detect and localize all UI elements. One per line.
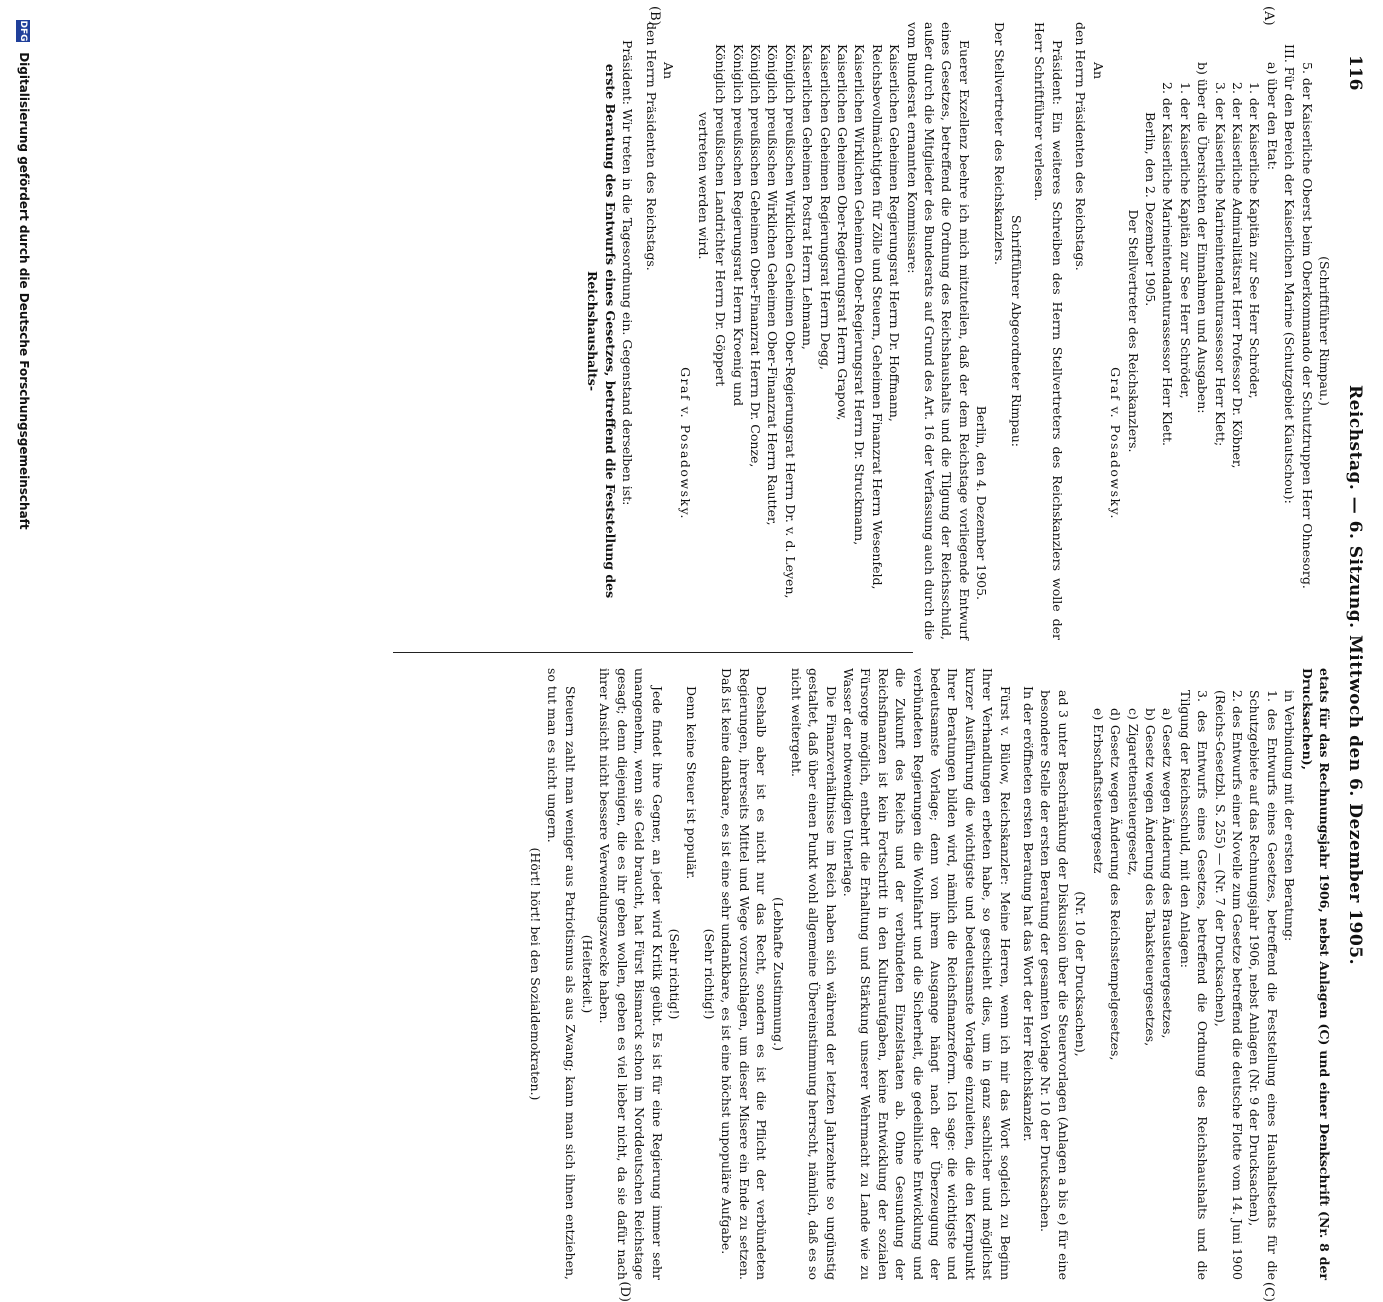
paragraph: Schriftführer Abgeordneter Rimpau: bbox=[1009, 214, 1025, 447]
list-item: 1. des Entwurfs eines Gesetzes, betreffend die Feststellung eines Haushaltsetats für die Schutzgebiete auf das Rechnungsjahr 1906, nebst Anlagen (Nr. 9 der Drucksachen), bbox=[1247, 690, 1280, 1280]
list-item: b) Gesetz wegen Änderung des Tabaksteuergesetzes, bbox=[1142, 708, 1158, 1047]
paragraph: (Schriftführer Rimpau.) bbox=[1317, 256, 1332, 406]
list-item: Königlich preußischen Wirklichen Geheimen Ober-Finanzrat Herrn Rautter, bbox=[765, 44, 781, 526]
interjection: (Sehr richtig!) bbox=[701, 928, 717, 1020]
paragraph: Der Stellvertreter des Reichskanzlers. bbox=[991, 22, 1007, 266]
paragraph: 1. der Kaiserliche Kapitän zur See Herr Schröder, bbox=[1247, 82, 1263, 399]
address-line: den Herrn Präsidenten des Reichstags. bbox=[643, 22, 659, 271]
paragraph: (Nr. 10 der Drucksachen), bbox=[1073, 891, 1089, 1057]
address-line: An bbox=[660, 62, 676, 80]
interjection: (Lebhafte Zustimmung.) bbox=[771, 897, 787, 1051]
margin-mark-b: (B) bbox=[647, 6, 662, 26]
paragraph: Steuern zahlt man weniger aus Patriotismus als aus Zwang; kann man sich ihnen entziehen, so tut man es nicht ungern. bbox=[545, 668, 578, 1280]
date-line: Berlin, den 4. Dezember 1905. bbox=[974, 405, 990, 600]
list-item: 2. des Entwurfs einer Novelle zum Gesetze betreffend die deutsche Flotte vom 14. Juni 1900 (Reichs-Gesetzbl. S. 255) — (Nr. 7 der Drucksachen), bbox=[1212, 690, 1245, 1280]
list-item: Königlich preußischen Regierungsrat Herrn Kroenig und bbox=[730, 44, 746, 407]
paragraph: Denn keine Steuer ist populär. bbox=[684, 686, 700, 880]
list-item: Reichsbevollmächtigten für Zölle und Steuern, Geheimen Finanzrat Herrn Wesenfeld, bbox=[869, 44, 885, 590]
paragraph: vertreten werden wird. bbox=[695, 112, 711, 260]
paragraph: Fürst v. Bülow, Reichskanzler: Meine Herren, wenn ich mir das Wort sogleich zu Beginn Ihrer Verhandlungen erbeten habe, so geschieht dies, um in ganz sachlicher und möglichst kurzer Ausführung die wichtigste und bedeutsamste Vorlage einzuleiten, die den Kernpunkt Ihrer Beratungen bilden wird, nämlich die Reichsfinanzreform. Ich sage: die wichtigste und bedeutsamste Vorlage; denn von ihrem Ausgange hängt nach der Überzeugung der verbündeten Regierungen die Wohlfahrt und die Sicherheit, die gedeihliche Entwicklung und die Zukunft des Reichs und der verbündeten Einzelstaaten ab. Ohne Gesundung der Reichsfinanzen ist kein Fortschritt in den Kulturaufgaben, keine Entwicklung der sozialen Fürsorge möglich, entbehrt die Erhaltung und Stärkung unserer Wehrmacht zu Lande wie zu Wasser der notwendigen Unterlage. bbox=[841, 668, 1013, 1280]
paragraph: 1. der Kaiserliche Kapitän zur See Herr Schröder, bbox=[1177, 82, 1193, 399]
footer bbox=[17, 20, 32, 980]
page-number: 116 bbox=[1345, 55, 1365, 91]
margin-mark-a: (A) bbox=[1261, 6, 1276, 26]
paragraph: In der eröffneten ersten Beratung hat das Wort der Herr Reichskanzler. bbox=[1021, 686, 1037, 1142]
footer-text: Digitalisierung gefördert durch die Deutsche Forschungsgemeinschaft bbox=[17, 52, 31, 530]
paragraph: 5. der Kaiserliche Oberst beim Oberkommando der Schutztruppen Herr Ohnesorg. bbox=[1299, 62, 1315, 589]
signature: Graf v. Posadowsky. bbox=[1108, 367, 1124, 520]
paragraph: a) über den Etat: bbox=[1264, 62, 1280, 170]
paragraph: III. Für den Bereich der Kaiserlichen Marine (Schutzgebiet Kiautschou): bbox=[1282, 44, 1298, 504]
paragraph: in Verbindung mit der ersten Beratung: bbox=[1282, 690, 1298, 942]
right-column bbox=[526, 668, 1333, 1302]
list-item: Kaiserlichen Geheimen Ober-Regierungsrat Herrn Grapow, bbox=[835, 44, 851, 421]
list-item: Königlich preußischen Landrichter Herrn Dr. Göppert bbox=[713, 44, 729, 387]
paragraph: Die Finanzverhältnisse im Reich haben sich während der letzten Jahrzehnte so ungünstig gestaltet, daß über einen Punkt wohl allgemeine Übereinstimmung herrscht, nämlich, daß es so nicht weitergeht. bbox=[788, 668, 839, 1280]
list-item: Kaiserlichen Geheimen Regierungsrat Herrn Dr. Hoffmann, bbox=[887, 44, 903, 422]
paragraph: Jede findet ihre Gegner, an jeder wird Kritik geübt. Es ist für eine Regierung immer sehr unangenehm, wenn sie Geld braucht, hat Fürst Bismarck schon im Norddeutschen Reichstage gesagt; denn diejenigen, die es ihr geben wollen, geben es viel lieber nicht, da sie dafür nach ihrer Ansicht nicht bessere Verwendungszwecke haben. bbox=[597, 668, 665, 1280]
signature: Graf v. Posadowsky. bbox=[678, 367, 694, 520]
list-item: a) Gesetz wegen Änderung des Brausteuergesetzes, bbox=[1160, 708, 1176, 1039]
interjection: (Heiterkeit.) bbox=[579, 934, 595, 1014]
page-title: Reichstag. — 6. Sitzung. Mittwoch den 6. Dezember 1905. bbox=[1345, 384, 1365, 966]
list-item: 3. des Entwurfs eines Gesetzes, betreffend die Ordnung des Reichshaushalts und die Tilgung der Reichsschuld, mit den Anlagen: bbox=[1177, 690, 1211, 1280]
agenda-item: erste Beratung des Entwurfs eines Gesetzes, betreffend die Feststellung des Reichshaushalts- bbox=[585, 63, 618, 599]
paragraph: Euerer Exzellenz beehre ich mich mitzuteilen, daß der dem Reichstage vorliegende Entwurf eines Gesetzes, betreffend die Ordnung des Reichshaushalts und die Tilgung der Reichsschuld, außer durch die Mitglieder des Bundesrats auf Grund des Art. 16 der Verfassung auch durch die vom Bundesrat ernannten Kommissare: bbox=[904, 22, 972, 640]
signature-title: Der Stellvertreter des Reichskanzlers. bbox=[1125, 209, 1141, 453]
list-item: Kaiserlichen Geheimen Postrat Herrn Lehmann, bbox=[800, 44, 816, 350]
paragraph: 3. der Kaiserliche Marineintendanturassessor Herr Klett; bbox=[1212, 82, 1228, 447]
paragraph: Präsident: Wir treten in die Tagesordnung ein. Gegenstand derselben ist: bbox=[620, 40, 636, 506]
margin-mark-d: (D) bbox=[617, 1281, 632, 1302]
list-item: d) Gesetz wegen Änderung des Reichsstempelgesetzes, bbox=[1108, 708, 1124, 1061]
list-item: e) Erbschaftssteuergesetz bbox=[1090, 708, 1106, 874]
paragraph: 2. der Kaiserliche Marineintendanturassessor Herr Klett. bbox=[1160, 82, 1176, 446]
list-item: Königlich preußischen Geheimen Ober-Finanzrat Herrn Dr. Conze, bbox=[748, 44, 763, 468]
list-item: c) Zigarettensteuergesetz, bbox=[1125, 708, 1141, 876]
list-item: Königlich preußischen Wirklichen Geheimen Ober-Regierungsrat Herrn Dr. v. d. Leyen, bbox=[782, 44, 798, 599]
list-item: Kaiserlichen Geheimen Regierungsrat Herrn Degg, bbox=[817, 44, 833, 370]
address-line: den Herrn Präsidenten des Reichstags. bbox=[1073, 22, 1089, 271]
agenda-item: etats für das Rechnungsjahr 1906, nebst Anlagen (C) und einer Denkschrift (Nr. 8 der Drucksachen), bbox=[1299, 668, 1332, 1280]
list-item: Kaiserlichen Wirklichen Geheimen Ober-Regierungsrat Herrn Dr. Struckmann, bbox=[852, 44, 868, 546]
paragraph: 2. der Kaiserliche Admiralitätsrat Herr Professor Dr. Köbner, bbox=[1229, 82, 1245, 469]
address-line: An bbox=[1090, 62, 1106, 80]
column-divider bbox=[393, 652, 913, 653]
interjection: (Hört! hört! bei den Sozialdemokraten.) bbox=[527, 847, 543, 1101]
paragraph: b) über die Übersichten der Einnahmen und Ausgaben: bbox=[1195, 62, 1211, 414]
dfg-logo: DFG bbox=[18, 20, 29, 42]
paragraph: ad 3 unter Beschränkung der Diskussion über die Steuervorlagen (Anlagen a bis e) für eine besondere Stelle der ersten Beratung der gesamten Vorlage Nr. 10 der Drucksachen. bbox=[1038, 690, 1071, 1280]
date-line: Berlin, den 2. Dezember 1905. bbox=[1142, 112, 1158, 307]
paragraph: Präsident: Ein weiteres Schreiben des Herrn Stellvertreters des Reichskanzlers wolle der Herr Schriftführer verlesen. bbox=[1032, 22, 1065, 640]
paragraph: Deshalb aber ist es nicht nur das Recht, sondern es ist die Pflicht der verbündeten Regierungen, ihrerseits Mittel und Wege vorzuschlagen, um dieser Misere ein Ende zu setzen. Daß ist keine dankbare, es ist eine sehr undankbare, es ist eine höchst unpopuläre Aufgabe. bbox=[719, 668, 769, 1280]
left-column bbox=[584, 6, 1333, 640]
interjection: (Sehr richtig!) bbox=[666, 928, 682, 1020]
margin-mark-c: (C) bbox=[1261, 1281, 1276, 1302]
